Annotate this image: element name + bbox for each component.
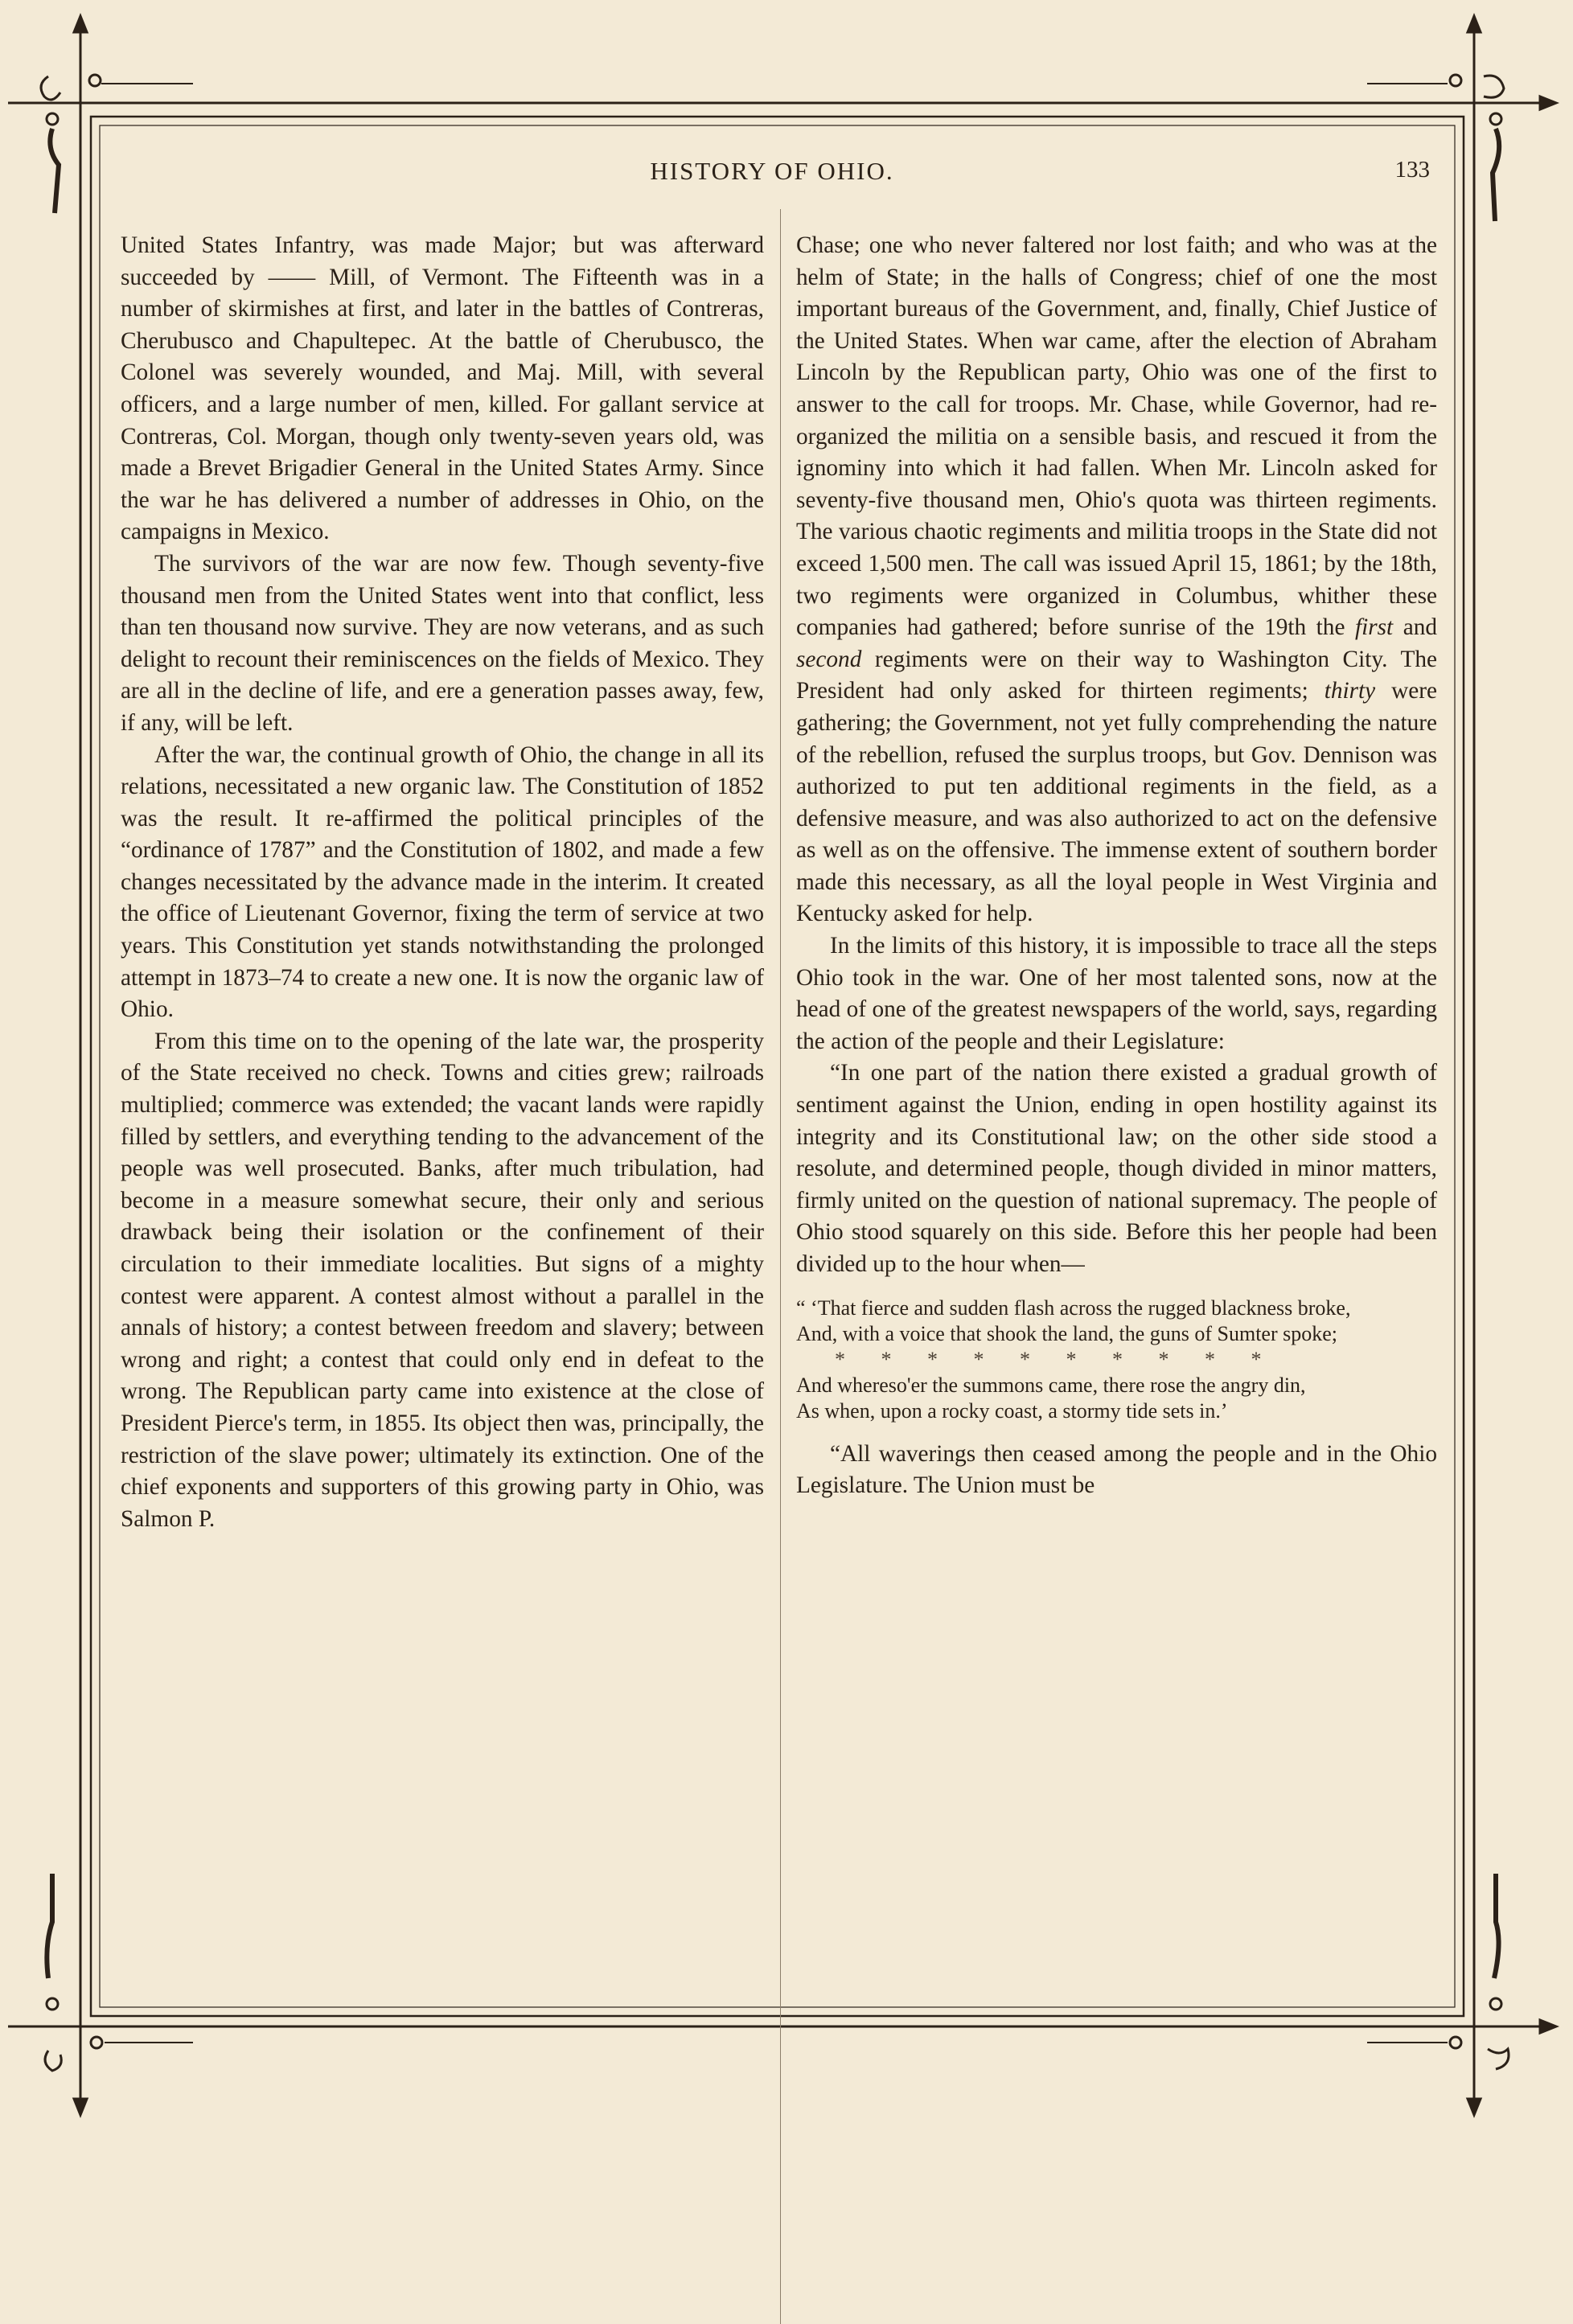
right-paragraph-1 (796, 230, 1437, 930)
left-paragraph-3: After the war, the continual growth of Ohio, the change in all its relations, necessitated a new organic law. The Constitution of 1852 was the result. It re-affirmed the political principles of the “ordinance of 1787” and the Constitution of 1802, and made a few changes necessitated by the advance made in the interim. It created the office of Lieutenant Governor, fixing the term of service at two years. This Constitution yet stands notwithstanding the prolonged attempt in 1873–74 to create a new one. It is now the organic law of Ohio. (121, 741, 764, 1023)
left-paragraph-2: The survivors of the war are now few. Though seventy-five thousand men from the United States went into that conflict, less than ten thousand now survive. They are now veterans, and as such delight to recount their reminiscences on the fields of Mexico. They are all in the decline of life, and ere a generation passes away, few, if any, will be left. (121, 550, 764, 736)
poem-line-4: As when, upon a rocky coast, a stormy tide sets in.’ (796, 1398, 1228, 1423)
right-paragraph-1-and: and (1403, 614, 1437, 641)
left-paragraph-4: From this time on to the opening of the late war, the prosperity of the State received no check. Towns and cities grew; railroads multiplied; commerce was extended; the vacant lands were rapidly filled by settlers, and everything tending to the advancement of the people was well prosecuted. Banks, after much tribulation, had become in a measure somewhat secure, their only and serious drawback being their isolation or the confinement of their circulation to their immediate localities. But signs of a mighty contest were apparent. A contest almost without a parallel in the annals of history; a contest between freedom and slavery; between wrong and right; a contest that could only end in defeat to the wrong. The Republican party came into existence at the close of President Pierce's term, in 1855. Its object then was, principally, the restriction of the slave power; ultimately its extinction. One of the chief exponents and supporters of this growing party in Ohio, was Salmon P. (121, 1028, 764, 1532)
poem-line-1: “ ‘That fierce and sudden flash across the rugged blackness broke, (796, 1295, 1351, 1320)
left-column (121, 230, 764, 1535)
right-column (796, 230, 1437, 1502)
right-paragraph-1-text: Chase; one who never faltered nor lost faith; and who was at the helm of State; in the halls of Congress; chief of one the most important bureaus of the Government, and, finally, Chief Justice of the United States. When war came, after the election of Abraham Lincoln by the Republican party, Ohio was one of the first to answer to the call for troops. Mr. Chase, while Governor, had re-organized the militia on a sensible basis, and rescued it from the ignominy into which it had fallen. When Mr. Lincoln asked for seventy-five thousand men, Ohio's quota was thirteen regiments. The various chaotic regiments and militia troops in the State did not exceed 1,500 men. The call was issued April 15, 1861; by the 18th, two regiments were organized in Columbus, whither these companies had gathered; before sunrise of the 19th the (796, 232, 1437, 641)
poem-line-2: And, with a voice that shook the land, the guns of Sumter spoke; (796, 1321, 1338, 1345)
poem-ellipsis-stars: * * * * * * * * * * (835, 1347, 1262, 1371)
page-header (105, 157, 1440, 197)
right-paragraph-2: In the limits of this history, it is impossible to trace all the steps Ohio took in the war. One of her most talented sons, now at the head of one of the greatest newspapers of the world, says, regarding the action of the people and their Legislature: (796, 933, 1437, 1054)
page-number: 133 (1394, 157, 1430, 183)
right-paragraph-3: “In one part of the nation there existed a gradual growth of sentiment against the Union, ending in open hostility against its integrity and its Constitutional law; on the other side stood a resolute, and determined people, though divided in minor matters, firmly united on the question of national supremacy. The people of Ohio stood squarely on this side. Before this her people had been divided up to the hour when— (796, 1060, 1437, 1277)
italic-thirty: thirty (1324, 678, 1376, 704)
italic-first: first (1354, 614, 1394, 641)
column-divider (780, 209, 781, 2324)
poem-quotation (796, 1295, 1437, 1424)
right-paragraph-1-cont: regiments were on their way to Washington City. The President had only asked for thirteen regiments; (796, 646, 1438, 704)
italic-second: second (796, 646, 862, 672)
poem-line-3: And whereso'er the summons came, there rose the angry din, (796, 1373, 1306, 1397)
left-paragraph-1: United States Infantry, was made Major; but was afterward succeeded by —— Mill, of Vermont. The Fifteenth was in a number of skirmishes at first, and later in the battles of Contreras, Cherubusco and Chapultepec. At the battle of Cherubusco, the Colonel was severely wounded, and Maj. Mill, with several officers, and a large number of men, killed. For gallant service at Contreras, Col. Morgan, though only twenty-seven years old, was made a Brevet Brigadier General in the United States Army. Since the war he has delivered a number of addresses in Ohio, on the campaigns in Mexico. (121, 232, 764, 545)
running-title: HISTORY OF OHIO. (650, 157, 894, 185)
right-paragraph-4: “All waverings then ceased among the people and in the Ohio Legislature. The Union must be (796, 1440, 1437, 1499)
right-paragraph-1-end: were gathering; the Government, not yet fully comprehending the nature of the rebellion, refused the surplus troops, but Gov. Dennison was authorized to put ten additional regiments in the field, as a defensive measure, and was also authorized to act on the defensive as well as on the offensive. The immense extent of southern border made this necessary, as all the loyal people in West Virginia and Kentucky asked for help. (796, 678, 1438, 927)
